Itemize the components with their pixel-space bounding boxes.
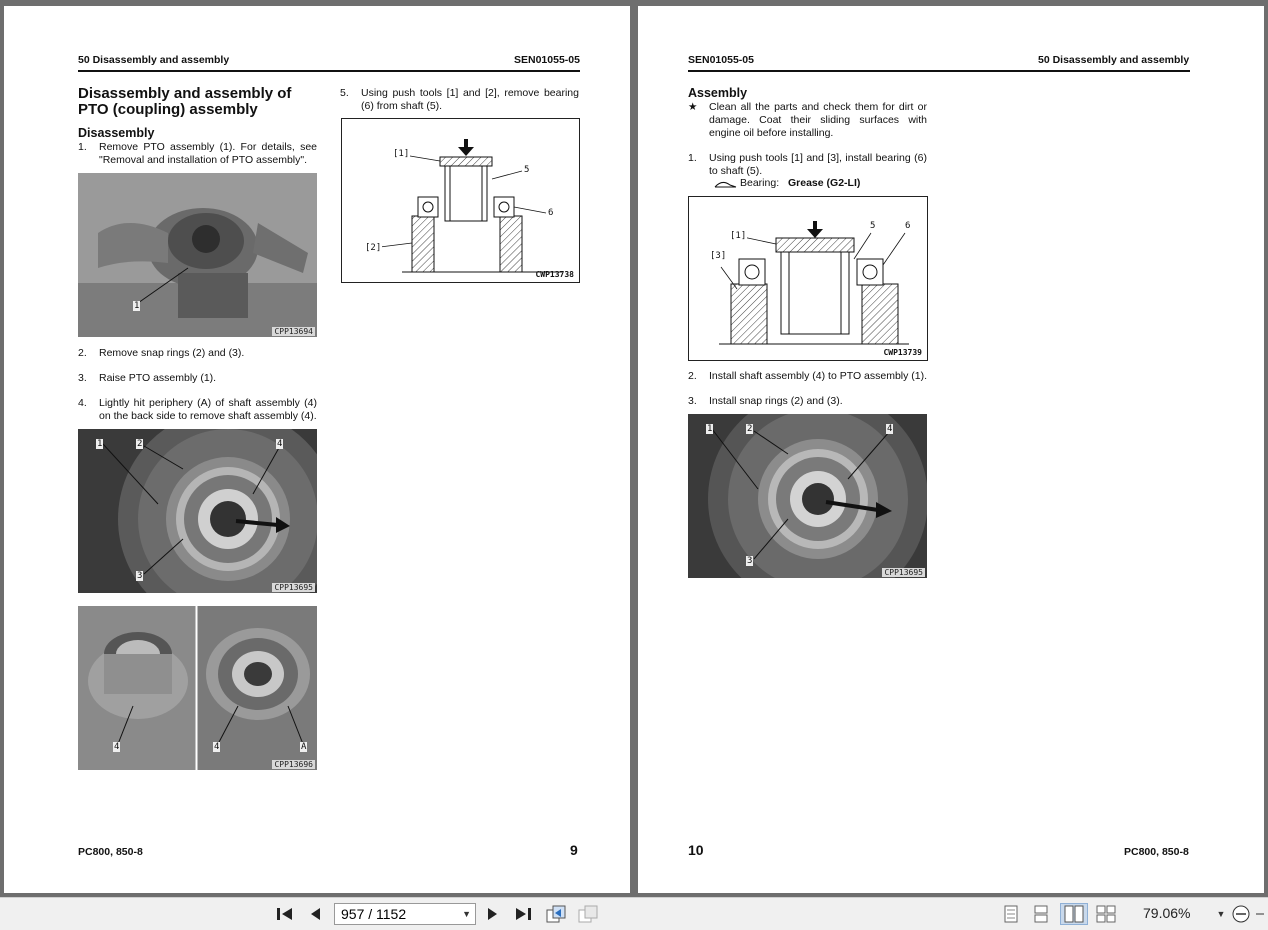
page-header-section: 50 Disassembly and assembly (78, 54, 230, 66)
label-tool-1: [1] (730, 231, 747, 241)
step-number: 3. (688, 395, 697, 407)
figure-code: CPP13695 (274, 583, 313, 592)
chevron-down-icon[interactable]: ▼ (462, 909, 471, 919)
figure-code: CPP13694 (274, 327, 313, 336)
callout-4: 4 (277, 439, 283, 449)
header-rule (688, 70, 1190, 72)
photo-pto-assembly (78, 173, 317, 337)
page-number-input[interactable] (334, 903, 476, 925)
step-number: 2. (688, 370, 697, 382)
section-heading-disassembly: Disassembly (78, 126, 155, 140)
page-title-line1: Disassembly and assembly of (78, 85, 292, 102)
photo-shaft-assembly (78, 606, 317, 770)
label-shaft-5: 5 (524, 165, 530, 175)
snap-rings-photo-image (78, 429, 317, 593)
step-number: 2. (78, 347, 87, 359)
note-text: Clean all the parts and check them for dirt or damage. Coat their sliding surfaces with engine oil before installing. (709, 101, 927, 139)
step-1 (688, 152, 928, 180)
label-shaft-5: 5 (870, 221, 876, 231)
step-text: Remove snap rings (2) and (3). (99, 347, 245, 359)
go-forward-icon[interactable] (576, 903, 600, 925)
callout-2: 2 (137, 439, 143, 449)
callout-4: 4 (214, 742, 220, 752)
snap-rings-install-photo-image (688, 414, 927, 578)
bearing-install-diagram (689, 197, 927, 360)
step-text: Using push tools [1] and [3], install bearing (6) to shaft (5). (709, 152, 927, 177)
label-tool-1: [1] (393, 149, 410, 159)
page-header-doc-id: SEN01055-05 (514, 54, 580, 66)
callout-a: A (301, 742, 307, 752)
viewer-toolbar (0, 897, 1268, 930)
page-number: 10 (688, 842, 704, 858)
grease-value: Grease (G2-LI) (788, 177, 861, 189)
next-page-icon[interactable] (484, 903, 502, 925)
first-page-icon[interactable] (274, 903, 296, 925)
page-header-section: 50 Disassembly and assembly (1038, 54, 1190, 66)
diagram-bearing-removal (341, 118, 580, 283)
figure-code: CWP13739 (883, 348, 922, 357)
page-9 (4, 6, 630, 893)
step-number: 5. (340, 87, 349, 99)
assembly-note (688, 101, 928, 143)
pto-assembly-photo-image (78, 173, 317, 337)
step-text: Raise PTO assembly (1). (99, 372, 217, 384)
toolbar-overflow-icon[interactable] (1254, 903, 1266, 925)
callout-1: 1 (134, 301, 140, 311)
footer-model: PC800, 850-8 (78, 846, 143, 858)
grease-label: Bearing: (740, 177, 780, 189)
step-number: 3. (78, 372, 87, 384)
step-number: 1. (688, 152, 697, 164)
figure-code: CPP13695 (884, 568, 923, 577)
figure-code: CPP13696 (274, 760, 313, 769)
go-back-icon[interactable] (544, 903, 568, 925)
step-5 (340, 87, 580, 115)
step-number: 4. (78, 397, 87, 409)
zoom-dropdown-chevron-icon[interactable]: ▼ (1216, 909, 1226, 919)
figure-code: CWP13738 (535, 270, 574, 279)
label-tool-3: [3] (710, 251, 727, 261)
last-page-icon[interactable] (512, 903, 534, 925)
step-text: Install snap rings (2) and (3). (709, 395, 843, 407)
two-page-continuous-icon[interactable] (1094, 903, 1118, 925)
two-page-view-icon[interactable] (1060, 903, 1088, 925)
photo-snap-rings (78, 429, 317, 593)
page-10 (638, 6, 1264, 893)
star-icon: ★ (688, 101, 698, 113)
continuous-view-icon[interactable] (1030, 903, 1052, 925)
callout-2: 2 (747, 424, 753, 434)
footer-model: PC800, 850-8 (1124, 846, 1189, 858)
previous-page-icon[interactable] (306, 903, 324, 925)
single-page-view-icon[interactable] (1000, 903, 1022, 925)
callout-4: 4 (887, 424, 893, 434)
header-rule (78, 70, 580, 72)
step-text: Lightly hit periphery (A) of shaft assembly (4) on the back side to remove shaft assembly (4). (99, 397, 317, 422)
page-header-doc-id: SEN01055-05 (688, 54, 754, 66)
step-number: 1. (78, 141, 87, 153)
callout-1: 1 (707, 424, 713, 434)
callout-1: 1 (97, 439, 103, 449)
callout-4: 4 (114, 742, 120, 752)
page-number: 9 (570, 842, 578, 858)
step-text: Remove PTO assembly (1). For details, see "Removal and installation of PTO assembly". (99, 141, 317, 166)
callout-3: 3 (137, 571, 143, 581)
step-text: Install shaft assembly (4) to PTO assembly (1). (709, 370, 928, 382)
zoom-level[interactable]: 79.06% (1143, 905, 1191, 921)
step-1 (78, 141, 318, 169)
label-bearing-6: 6 (905, 221, 911, 231)
page-title-line2: PTO (coupling) assembly (78, 101, 258, 118)
label-tool-2: [2] (365, 243, 382, 253)
zoom-out-icon[interactable] (1230, 903, 1252, 925)
step-text: Using push tools [1] and [2], remove bearing (6) from shaft (5). (361, 87, 579, 112)
section-heading-assembly: Assembly (688, 86, 748, 100)
grease-icon (714, 179, 738, 189)
callout-3: 3 (747, 556, 753, 566)
bearing-removal-diagram (342, 119, 579, 282)
photo-snap-rings-install (688, 414, 927, 578)
step-4 (78, 397, 318, 425)
diagram-bearing-install (688, 196, 928, 361)
page-number-value: 957 / 1152 (341, 906, 407, 922)
label-bearing-6: 6 (548, 208, 554, 218)
